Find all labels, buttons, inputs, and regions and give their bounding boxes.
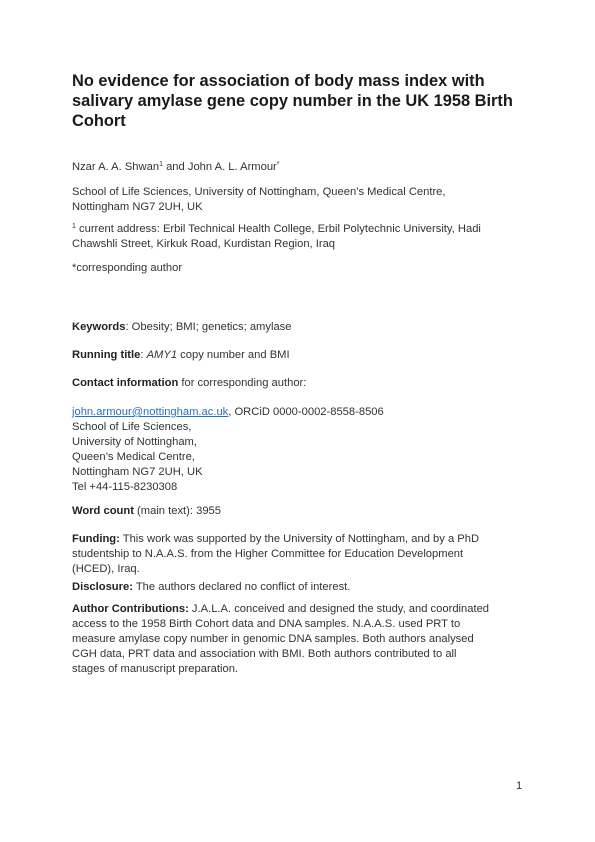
address-line: University of Nottingham, (72, 436, 197, 448)
contributions-line: access to the 1958 Birth Cohort data and DNA samples. N.A.A.S. used PRT to (72, 618, 461, 630)
orcid-text: , ORCiD 0000-0002-8558-8506 (228, 406, 384, 418)
contributions-label: Author Contributions: (72, 603, 189, 615)
contributions-line: measure amylase copy number in genomic DNA samples. Both authors analysed (72, 633, 474, 645)
funding-line: studentship to N.A.A.S. from the Higher Committee for Education Development (72, 548, 464, 560)
word-count (72, 504, 532, 519)
funding (72, 532, 532, 577)
paper-title (72, 71, 532, 131)
contact-details (72, 405, 532, 495)
affiliation-line: School of Life Sciences, University of Nottingham, Queen’s Medical Centre, (72, 186, 446, 198)
funding-label: Funding: (72, 533, 120, 545)
title-line: salivary amylase gene copy number in the UK 1958 Birth (72, 92, 513, 110)
address-text: current address: Erbil Technical Health College, Erbil Polytechnic University, Hadi (75, 223, 481, 235)
address-mark: 1 (72, 223, 76, 230)
word-count-text: (main text): 3955 (133, 505, 221, 517)
current-address (72, 222, 532, 252)
affiliation-line: Nottingham NG7 2UH, UK (72, 201, 203, 213)
corresponding-note (72, 261, 532, 276)
contributions-line: stages of manuscript preparation. (72, 663, 239, 675)
title-line: Cohort (72, 112, 126, 130)
affiliation-mark: 1 (159, 161, 163, 168)
author-name: John A. L. Armour (187, 161, 277, 173)
email-link[interactable]: john.armour@nottingham.ac.uk (72, 406, 229, 418)
keywords-text: : Obesity; BMI; genetics; amylase (125, 321, 292, 333)
word-count-label: Word count (72, 505, 134, 517)
corresponding-note-text: *corresponding author (72, 262, 183, 274)
address-line: Queen’s Medical Centre, (72, 451, 195, 463)
running-title (72, 348, 532, 363)
corresponding-mark: * (276, 161, 280, 168)
author-list (72, 160, 532, 175)
address-line: Nottingham NG7 2UH, UK (72, 466, 203, 478)
funding-line: (HCED), Iraq. (72, 563, 140, 575)
contributions-line: CGH data, PRT data and association with BMI. Both authors contributed to all (72, 648, 457, 660)
contact-label: Contact information (72, 377, 179, 389)
disclosure (72, 580, 532, 595)
address-line: Chawshli Street, Kirkuk Road, Kurdistan Region, Iraq (72, 238, 336, 250)
running-title-text: copy number and BMI (177, 349, 290, 361)
author-name: Nzar A. A. Shwan (72, 161, 160, 173)
running-title-label: Running title (72, 349, 141, 361)
author-joiner: and (162, 161, 188, 173)
funding-text: This work was supported by the University of Nottingham, and by a PhD (119, 533, 480, 545)
disclosure-label: Disclosure: (72, 581, 133, 593)
contributions-text: J.A.L.A. conceived and designed the study, and coordinated (188, 603, 490, 615)
running-title-sep: : (140, 349, 147, 361)
title-line: No evidence for association of body mass index with (72, 72, 485, 90)
page-number: 1 (516, 780, 523, 792)
phone-line: Tel +44-115-8230308 (72, 481, 178, 493)
address-line: School of Life Sciences, (72, 421, 192, 433)
gene-name: AMY1 (146, 349, 178, 361)
disclosure-text: The authors declared no conflict of interest. (132, 581, 351, 593)
contact-heading (72, 376, 532, 391)
author-contributions (72, 602, 532, 677)
keywords-label: Keywords (72, 321, 126, 333)
keywords (72, 320, 532, 335)
affiliation (72, 185, 532, 215)
contact-text: for corresponding author: (178, 377, 307, 389)
